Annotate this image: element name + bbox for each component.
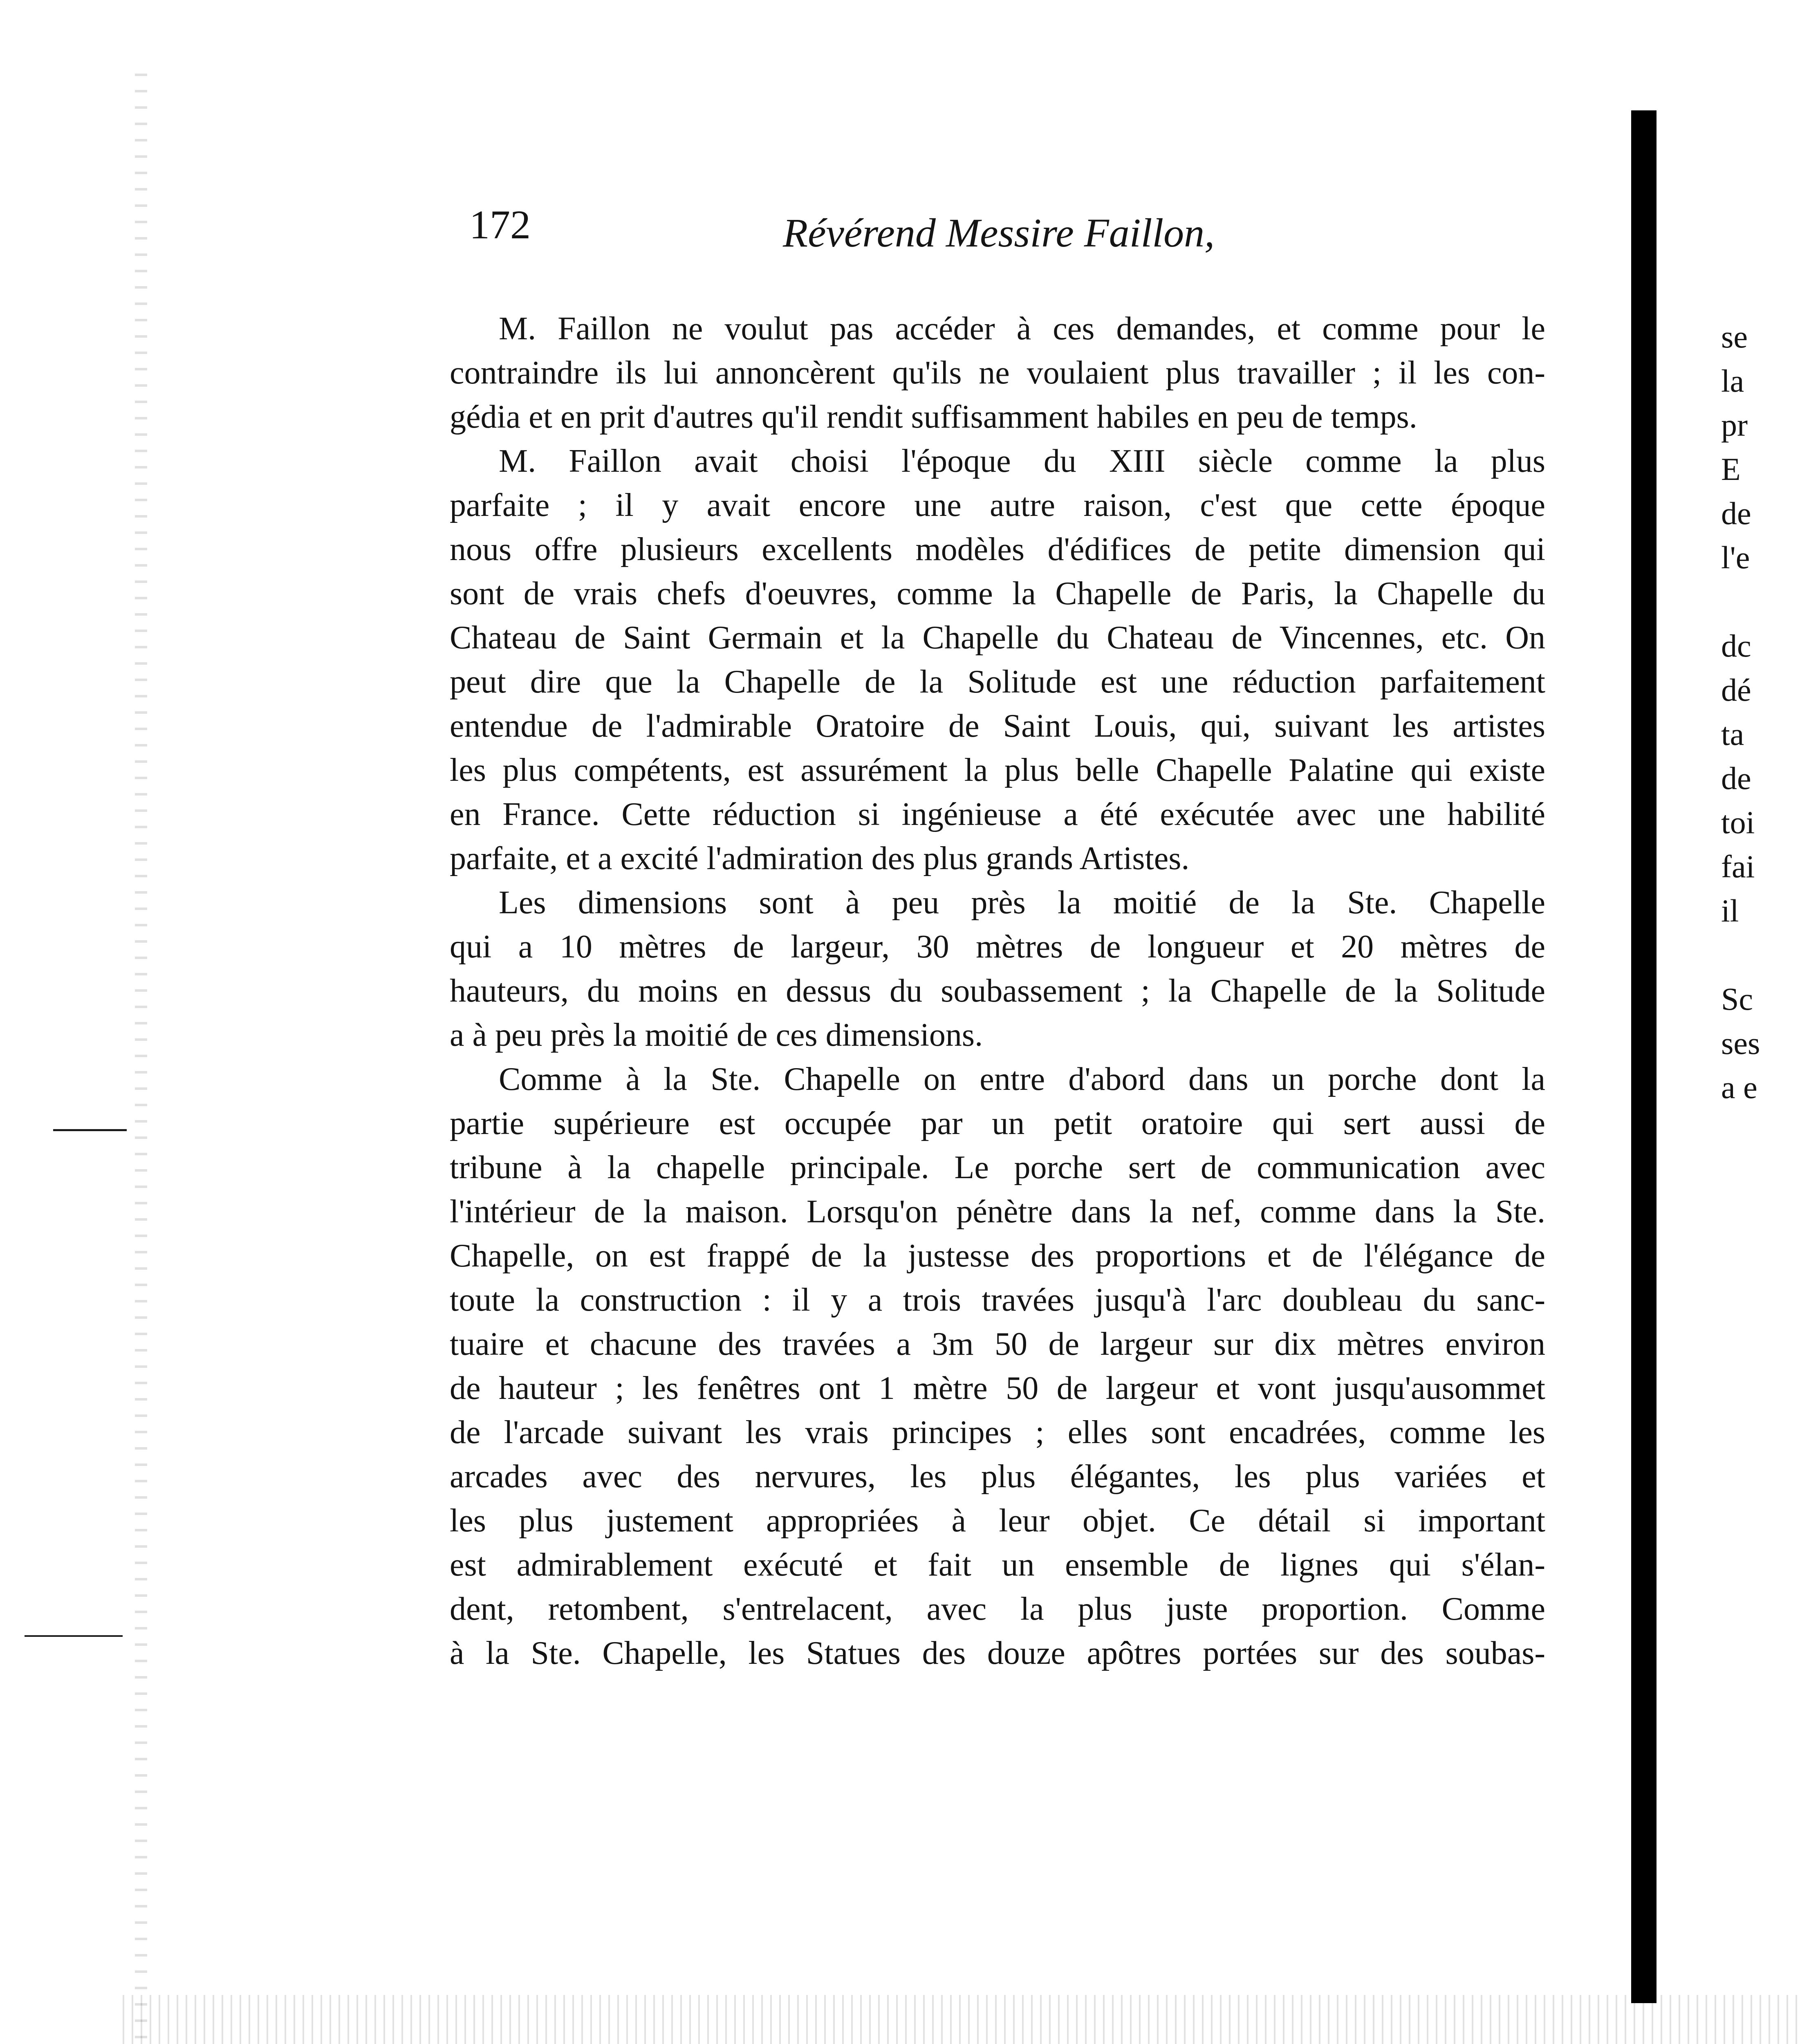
facing-page-fragment: l'e [1721,540,1750,575]
text-line: arcades avec des nervures, les plus élégantes, les plus variées et [450,1459,1545,1495]
text-line: nous offre plusieurs excellents modèles d'édifices de petite dimension qui [450,531,1545,567]
text-line: Les dimensions sont à peu près la moitié de la Ste. Chapelle [499,885,1545,921]
text-line: M. Faillon ne voulut pas accéder à ces demandes, et comme pour le [499,311,1545,347]
text-line: Chapelle, on est frappé de la justesse des proportions et de l'élégance de [450,1238,1545,1274]
text-line: de l'arcade suivant les vrais principes ; elles sont encadrées, comme les [450,1414,1545,1450]
page-number: 172 [469,202,531,247]
facing-page-fragment: de [1721,495,1751,531]
stray-mark [53,1129,127,1131]
text-line: sont de vrais chefs d'oeuvres, comme la Chapelle de Paris, la Chapelle du [450,576,1545,612]
facing-page-fragment: Sc [1721,981,1753,1017]
text-line: qui a 10 mètres de largeur, 30 mètres de longueur et 20 mètres de [450,929,1545,965]
facing-page-fragment: a e [1721,1069,1757,1105]
facing-page-fragment: la [1721,363,1744,399]
scan-left-edge [135,74,147,2044]
facing-page-fragment: toi [1721,805,1755,840]
text-line: toute la construction : il y a trois travées jusqu'à l'arc doubleau du sanc- [450,1282,1545,1318]
facing-page-fragment: dé [1721,672,1751,708]
facing-page-fragment: se [1721,319,1748,354]
text-line: en France. Cette réduction si ingénieuse a été exécutée avec une habilité [450,796,1545,832]
facing-page-fragment: dc [1721,628,1751,663]
scan-bottom-noise [123,1995,1799,2044]
text-line: les plus justement appropriées à leur objet. Ce détail si important [450,1503,1545,1539]
facing-page-fragment: ses [1721,1025,1760,1061]
text-line: Chateau de Saint Germain et la Chapelle du Chateau de Vincennes, etc. On [450,620,1545,656]
text-line: à la Ste. Chapelle, les Statues des douze apôtres portées sur des soubas- [450,1635,1545,1671]
text-line: parfaite ; il y avait encore une autre raison, c'est que cette époque [450,487,1545,523]
text-line: parfaite, et a excité l'admiration des plus grands Artistes. [450,840,1190,876]
facing-page-fragment: fai [1721,849,1755,884]
facing-page-fragment: ta [1721,716,1744,752]
text-line: hauteurs, du moins en dessus du soubassement ; la Chapelle de la Solitude [450,973,1545,1009]
book-spine-shadow [1631,110,1657,2003]
text-line: partie supérieure est occupée par un petit oratoire qui sert aussi de [450,1105,1545,1141]
facing-page-fragment [1721,580,1799,624]
text-line: M. Faillon avait choisi l'époque du XIII siècle comme la plus [499,443,1545,479]
text-line: est admirablement exécuté et fait un ensemble de lignes qui s'élan- [450,1547,1545,1583]
text-line: peut dire que la Chapelle de la Solitude est une réduction parfaitement [450,664,1545,700]
text-line: dent, retombent, s'entrelacent, avec la plus juste proportion. Comme [450,1591,1545,1627]
stray-mark [25,1635,123,1637]
text-line: a à peu près la moitié de ces dimensions. [450,1017,983,1053]
text-line: tuaire et chacune des travées a 3m 50 de largeur sur dix mètres environ [450,1326,1545,1362]
facing-page-fragment: E [1721,451,1741,487]
text-line: tribune à la chapelle principale. Le porche sert de communication avec [450,1150,1545,1186]
text-line: gédia et en prit d'autres qu'il rendit suffisamment habiles en peu de temps. [450,399,1417,435]
text-line: entendue de l'admirable Oratoire de Saint Louis, qui, suivant les artistes [450,708,1545,744]
facing-page-fragment: il [1721,893,1739,928]
facing-page-fragment [1721,933,1799,977]
text-line: l'intérieur de la maison. Lorsqu'on pénètre dans la nef, comme dans la Ste. [450,1194,1545,1230]
running-title: Révérend Messire Faillon, [783,210,1215,256]
text-line: contraindre ils lui annoncèrent qu'ils ne voulaient plus travailler ; il les con- [450,355,1545,391]
facing-page-fragment: de [1721,760,1751,796]
text-line: les plus compétents, est assurément la plus belle Chapelle Palatine qui existe [450,752,1545,788]
text-line: Comme à la Ste. Chapelle on entre d'abord dans un porche dont la [499,1061,1545,1097]
text-line: de hauteur ; les fenêtres ont 1 mètre 50 de largeur et vont jusqu'ausommet [450,1370,1545,1406]
facing-page-fragment: pr [1721,407,1748,443]
facing-page-fragments [1721,315,1799,1109]
body-text [450,307,1545,1675]
